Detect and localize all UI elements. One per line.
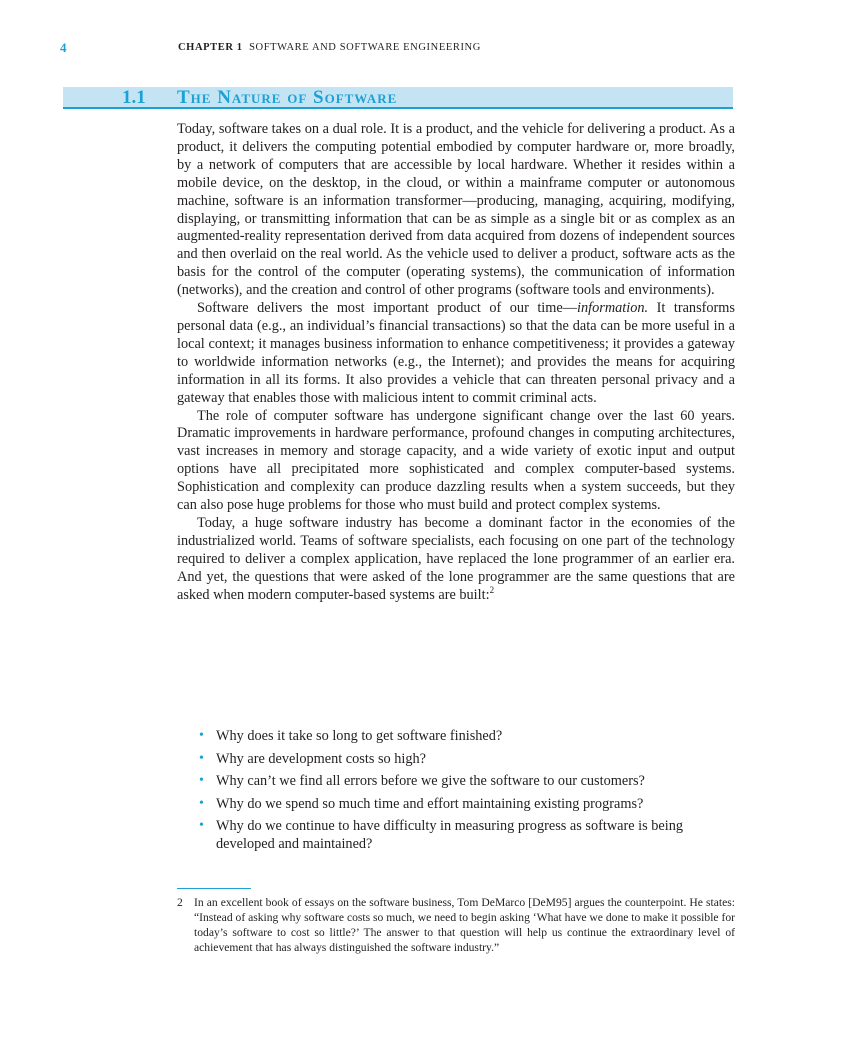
running-head: [178, 42, 481, 53]
bullet-icon: •: [199, 773, 204, 788]
chapter-label: CHAPTER 1: [178, 42, 243, 53]
list-item: [199, 750, 719, 768]
list-item: [199, 727, 719, 745]
paragraph-3: The role of computer software has undergone significant change over the last 60 years. Dramatic improvements in hardware performance, profound changes in computing architectures, vast increases in memory and storage capacity, and a wide variety of exotic input and output options have all precipitated more sophisticated and complex computer-based systems. Sophistication and complexity can produce dazzling results when a system succeeds, but they can also pose huge problems for those who must build and protect complex systems.: [177, 407, 735, 514]
footnote-number: 2: [177, 896, 183, 909]
footnote-text: In an excellent book of essays on the software business, Tom DeMarco [DeM95] argues the counterpoint. He states: “Instead of asking why software costs so much, we need to begin asking ‘What have we done to make it possible for today’s software to cost so little?’ The answer to that question will help us continue the extraordinary level of achievement that has always distinguished the software industry.”: [194, 896, 735, 954]
list-item: [199, 817, 719, 853]
paragraph-4: [177, 515, 735, 605]
chapter-title: SOFTWARE AND SOFTWARE ENGINEERING: [249, 42, 481, 53]
question-list: [199, 727, 719, 858]
list-item-text: Why does it take so long to get software finished?: [216, 728, 503, 744]
paragraph-2-rest: It transforms personal data (e.g., an individual’s financial transactions) so that the data can be more useful in a local context; it manages business information to enhance competitiveness; it provides a gateway to worldwide information networks (e.g., the Internet); and provides the means for acquiring information in all its forms. It also provides a vehicle that can threaten personal privacy and a gateway that enables those with malicious intent to commit criminal acts.: [177, 300, 735, 406]
list-item: [199, 772, 719, 790]
footnote-divider: [177, 888, 251, 889]
bullet-icon: •: [199, 795, 204, 811]
section-title: The Nature of Software: [177, 87, 398, 108]
page-number: 4: [60, 40, 67, 55]
list-item-text: Why do we spend so much time and effort maintaining existing programs?: [216, 795, 644, 812]
paragraph-2-intro: Software delivers the most important product of our time—: [197, 300, 578, 317]
list-item: [199, 795, 719, 813]
section-number: 1.1: [122, 87, 146, 108]
list-item-text: Why can’t we find all errors before we give the software to our customers?: [216, 773, 645, 789]
list-item-text: Why do we continue to have difficulty in measuring progress as software is being developed and maintained?: [216, 818, 684, 852]
footnote: [177, 895, 735, 955]
footnote-reference[interactable]: 2: [489, 584, 495, 595]
body-text: [177, 121, 735, 604]
paragraph-2-emphasis: information.: [577, 300, 649, 317]
bullet-icon: •: [199, 750, 204, 766]
bullet-icon: •: [199, 818, 204, 833]
paragraph-1: Today, software takes on a dual role. It is a product, and the vehicle for delivering a product. As a product, it delivers the computing potential embodied by computer hardware or, more broadly, by a network of computers that are accessible by local hardware. Whether it resides within a mobile device, on the desktop, in the cloud, or within a mainframe computer or autonomous machine, software is an information transformer—producing, managing, acquiring, modifying, displaying, or transmitting information that can be as simple as a single bit or as complex as an augmented-reality representation derived from data acquired from dozens of independent sources and then overlaid on the real world. As the vehicle used to deliver a product, software acts as the basis for the control of the computer (operating systems), the communication of information (networks), and the creation and control of other programs (software tools and environments).: [177, 121, 735, 299]
paragraph-4-text: Today, a huge software industry has become a dominant factor in the economies of the industrialized world. Teams of software specialists, each focusing on one part of the technology required to deliver a complex application, have replaced the lone programmer of an earlier era. And yet, the questions that were asked of the lone programmer are the same questions that are asked when modern computer-based systems are built:: [177, 514, 735, 603]
list-item-text: Why are development costs so high?: [216, 750, 427, 767]
paragraph-2: [177, 300, 735, 407]
bullet-icon: •: [199, 728, 204, 743]
section-heading-band: [63, 87, 733, 109]
